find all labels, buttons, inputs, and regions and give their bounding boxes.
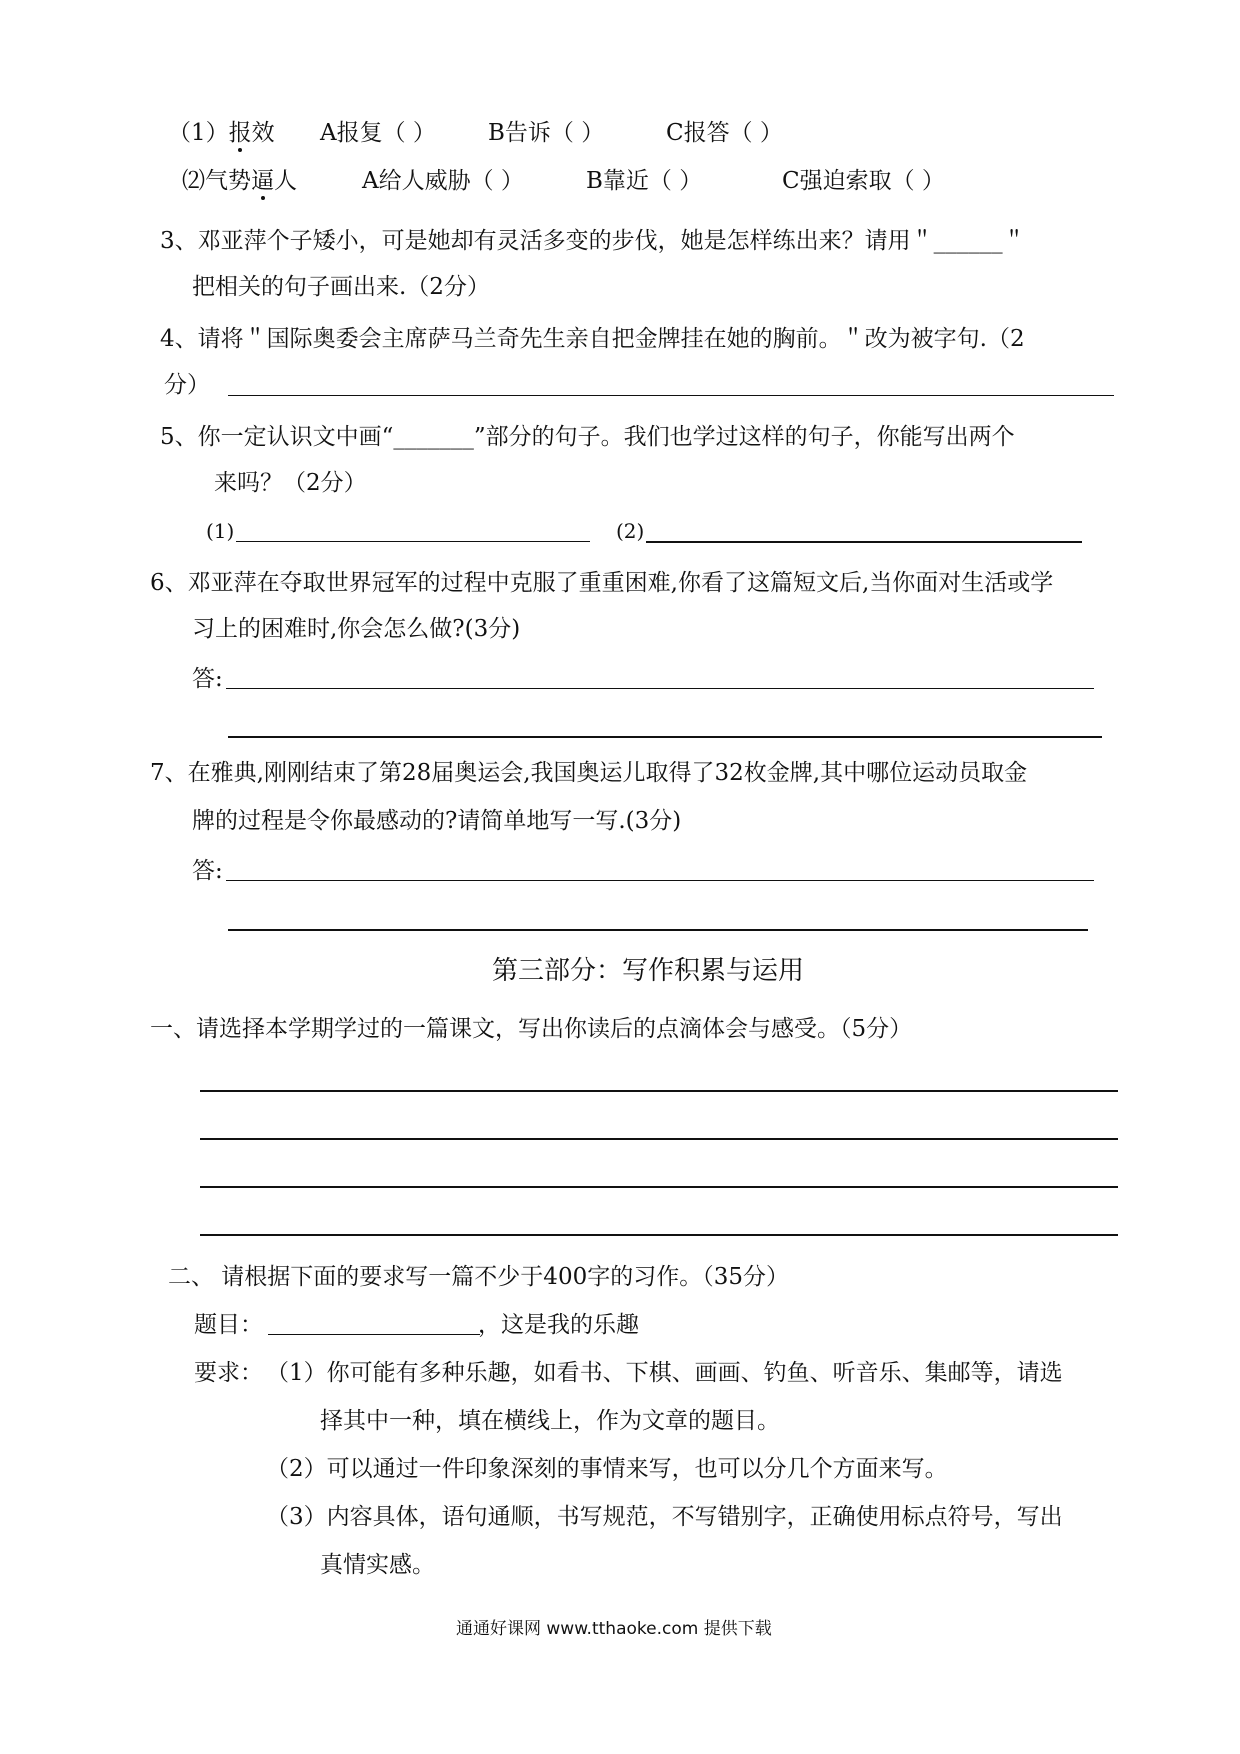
item1-option-c[interactable]: C报答（ ） [666,120,783,146]
item2-num: ⑵ [182,168,205,194]
sec1-answer-line-1[interactable] [200,1090,1118,1092]
item2-option-b[interactable]: B靠近（ ） [586,168,703,194]
item1-word: 效 [251,120,275,146]
q6-line1: 6、邓亚萍在夺取世界冠军的过程中克服了重重困难,你看了这篇短文后,当你面对生活或学 [150,570,1054,596]
q3-line1: 3、邓亚萍个子矮小，可是她却有灵活多变的步伐，她是怎样练出来？请用＂______＂ [160,228,1026,254]
footer-source: 通通好课网 www.tthaoke.com 提供下载 [456,1619,772,1639]
q5-label-2: (2) [616,519,645,543]
requirement-2: （2）可以通过一件印象深刻的事情来写，也可以分几个方面来写。 [266,1456,948,1482]
requirement-1-line1: （1）你可能有多种乐趣，如看书、下棋、画画、钓鱼、听音乐、集邮等，请选 [266,1360,1063,1386]
q5-label-1: (1) [206,519,235,543]
q7-line1: 7、在雅典,刚刚结束了第28届奥运会,我国奥运儿取得了32枚金牌,其中哪位运动员取金 [150,760,1028,786]
part3-title: 第三部分：写作积累与运用 [492,956,805,986]
q7-line2: 牌的过程是令你最感动的?请简单地写一写.(3分) [192,808,682,834]
item1-word-dotted: 报 [228,120,252,146]
q6-line2: 习上的困难时,你会怎么做?(3分) [192,616,521,642]
item1-num: （1） [168,120,229,146]
q6-answer-line-1[interactable] [226,688,1094,689]
item2-option-a[interactable]: A给人威胁（ ） [362,168,524,194]
item2-word-dotted: 逼 [251,168,274,194]
item1-option-b[interactable]: B告诉（ ） [488,120,605,146]
item2-word-start: 气势 [205,168,251,194]
q5-line2: 来吗？（2分） [214,470,367,496]
q5-answer-line-1[interactable] [236,541,590,542]
item2-row [182,166,297,196]
q4-line1: 4、请将＂国际奥委会主席萨马兰奇先生亲自把金牌挂在她的胸前。＂改为被字句.（2 [160,326,1025,352]
q7-answer-label: 答: [192,858,223,884]
requirement-3-line1: （3）内容具体，语句通顺，书写规范，不写错别字，正确使用标点符号，写出 [266,1504,1063,1530]
item2-word-end: 人 [274,168,297,194]
q5-answer-line-2[interactable] [646,541,1082,543]
q7-answer-line-2[interactable] [228,929,1088,931]
requirements-label: 要求： [194,1360,263,1386]
q5-line1: 5、你一定认识文中画“_______”部分的句子。我们也学过这样的句子，你能写出两个 [160,424,1015,450]
sec1-answer-line-2[interactable] [200,1138,1118,1140]
q4-answer-line[interactable] [228,395,1114,396]
topic-blank[interactable] [268,1334,480,1335]
item1-option-a[interactable]: A报复（ ） [320,120,436,146]
item1-row [168,118,275,148]
part3-section1: 一、请选择本学期学过的一篇课文，写出你读后的点滴体会与感受。（5分） [150,1016,913,1042]
q6-answer-label: 答: [192,666,223,692]
part3-section2: 二、 请根据下面的要求写一篇不少于400字的习作。（35分） [168,1264,789,1290]
topic-suffix: ，这是我的乐趣 [478,1312,639,1338]
item2-option-c[interactable]: C强迫索取（ ） [782,168,945,194]
topic-label: 题目： [194,1312,263,1338]
q7-answer-line-1[interactable] [226,880,1094,881]
q4-line2: 分） [164,372,210,398]
sec1-answer-line-3[interactable] [200,1186,1118,1188]
requirement-3-line2: 真情实感。 [320,1552,435,1578]
q3-line2: 把相关的句子画出来.（2分） [192,274,490,300]
sec1-answer-line-4[interactable] [200,1234,1118,1236]
q6-answer-line-2[interactable] [228,736,1102,738]
requirement-1-line2: 择其中一种，填在横线上，作为文章的题目。 [320,1408,780,1434]
